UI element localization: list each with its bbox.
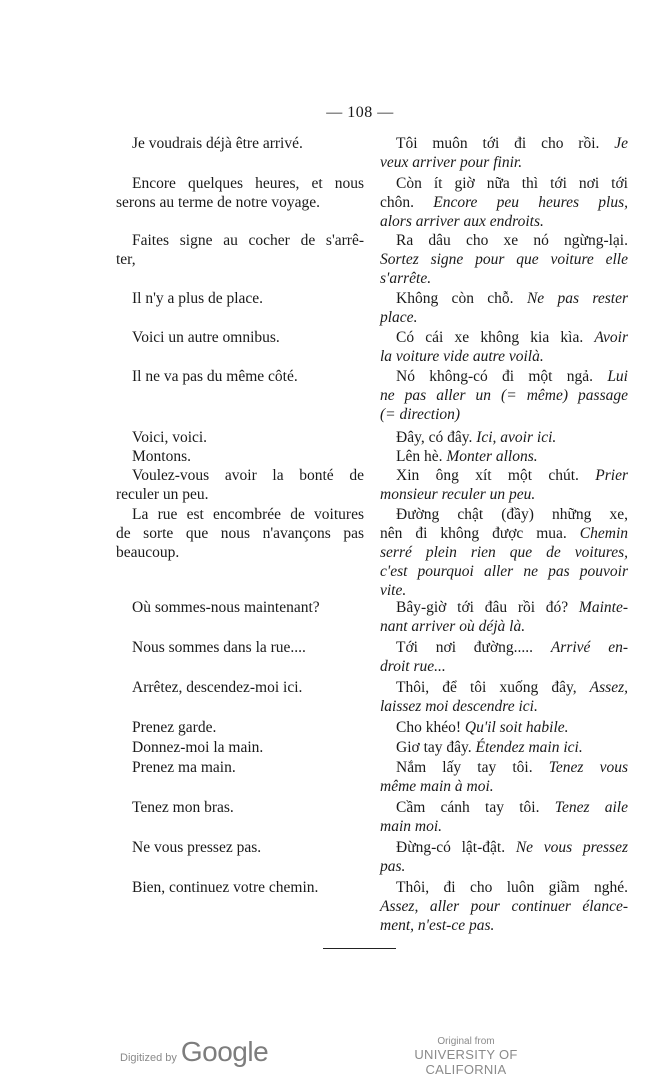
vietnamese-line — [380, 447, 628, 466]
vietnamese-line — [380, 738, 628, 757]
end-divider — [323, 948, 396, 949]
vietnamese-text: Không còn chỗ. — [396, 290, 527, 307]
vietnamese-line — [380, 897, 628, 916]
vietnamese-line — [380, 367, 628, 386]
vietnamese-text: Cầm cánh tay tôi. — [396, 799, 555, 816]
vietnamese-line — [380, 289, 628, 308]
vietnamese-line — [380, 562, 628, 581]
vietnamese-text: chôn. — [380, 194, 434, 211]
french-line: Nous sommes dans la rue.... — [132, 639, 306, 656]
vietnamese-translation — [380, 367, 628, 424]
vietnamese-line — [380, 174, 628, 193]
vietnamese-text: Xin ông xít một chút. — [396, 467, 596, 484]
french-line: Il ne va pas du même côté. — [132, 368, 298, 385]
vietnamese-text: Thôi, đi cho luôn giầm nghé. — [396, 879, 628, 896]
french-phrase — [116, 367, 364, 386]
vietnamese-line — [380, 386, 628, 405]
vietnamese-text: Ra dâu cho xe nó ngừng-lại. — [396, 232, 628, 249]
french-line: Ne vous pressez pas. — [132, 839, 262, 856]
french-phrase — [116, 638, 364, 657]
vietnamese-text: Thôi, để tôi xuống đây, — [396, 679, 590, 696]
french-line: Prenez ma main. — [132, 759, 236, 776]
vietnamese-translation — [380, 638, 628, 676]
literal-gloss: droit rue... — [380, 658, 446, 675]
vietnamese-text: Có cái xe không kia kìa. — [396, 329, 595, 346]
literal-gloss: place. — [380, 309, 418, 326]
french-line: Bien, continuez votre chemin. — [132, 879, 319, 896]
literal-gloss: Assez, — [589, 679, 628, 696]
vietnamese-line — [380, 758, 628, 777]
original-from-label: Original from — [437, 1036, 495, 1047]
french-line: serons au terme de notre voyage. — [116, 194, 321, 211]
vietnamese-translation — [380, 289, 628, 327]
vietnamese-line — [380, 916, 628, 935]
literal-gloss: Arrivé en- — [550, 639, 629, 656]
french-phrase — [116, 174, 364, 212]
literal-gloss: nant arriver où déjà là. — [380, 618, 526, 635]
vietnamese-line — [380, 466, 628, 485]
french-phrase — [116, 878, 364, 897]
literal-gloss: serré plein rien que de voitures, — [380, 544, 628, 561]
vietnamese-text: Đường chật (đầy) những xe, — [396, 506, 628, 523]
literal-gloss: Tenez aile — [554, 799, 628, 816]
literal-gloss: monsieur reculer un peu. — [380, 486, 536, 503]
literal-gloss: Ici, avoir ici. — [476, 429, 557, 446]
french-line: reculer un peu. — [116, 486, 209, 503]
vietnamese-line — [380, 838, 628, 857]
vietnamese-line — [380, 878, 628, 897]
french-phrase — [116, 505, 364, 562]
vietnamese-translation — [380, 428, 628, 447]
vietnamese-text: Giơ tay đây. — [396, 739, 476, 756]
vietnamese-line — [380, 817, 628, 836]
literal-gloss: s'arrête. — [380, 270, 432, 287]
french-line: Encore quelques heures, et nous — [132, 175, 364, 192]
vietnamese-line — [380, 308, 628, 327]
french-line: ter, — [116, 251, 136, 268]
french-line: de sorte que nous n'avançons pas — [116, 525, 364, 542]
french-phrase — [116, 328, 364, 347]
french-line: Tenez mon bras. — [132, 799, 234, 816]
french-line: Voici un autre omnibus. — [132, 329, 280, 346]
vietnamese-translation — [380, 134, 628, 172]
french-phrase — [116, 231, 364, 269]
vietnamese-line — [380, 657, 628, 676]
french-line: Voici, voici. — [132, 429, 208, 446]
vietnamese-line — [380, 598, 628, 617]
french-phrase — [116, 758, 364, 777]
literal-gloss: alors arriver aux endroits. — [380, 213, 544, 230]
french-line: Donnez-moi la main. — [132, 739, 264, 756]
literal-gloss: main moi. — [380, 818, 442, 835]
literal-gloss: Ne vous pressez — [515, 839, 628, 856]
vietnamese-line — [380, 638, 628, 657]
vietnamese-translation — [380, 447, 628, 466]
vietnamese-translation — [380, 174, 628, 231]
french-line: Faites signe au cocher de s'arrê- — [132, 232, 364, 249]
vietnamese-translation — [380, 758, 628, 796]
vietnamese-text: Đây, có đây. — [396, 429, 477, 446]
french-phrase — [116, 678, 364, 697]
vietnamese-line — [380, 718, 628, 737]
vietnamese-line — [380, 347, 628, 366]
french-phrase — [116, 466, 364, 504]
vietnamese-line — [380, 153, 628, 172]
vietnamese-text: Bây-giờ tới đâu rồi đó? — [396, 599, 579, 616]
literal-gloss: Chemin — [579, 525, 628, 542]
digitized-by-google — [120, 1036, 268, 1068]
vietnamese-translation — [380, 798, 628, 836]
french-phrase — [116, 738, 364, 757]
literal-gloss: veux arriver pour finir. — [380, 154, 523, 171]
original-from — [378, 1036, 554, 1077]
vietnamese-line — [380, 524, 628, 543]
french-phrase — [116, 598, 364, 617]
vietnamese-translation — [380, 328, 628, 366]
vietnamese-line — [380, 485, 628, 504]
vietnamese-text: Cho khéo! — [396, 719, 465, 736]
vietnamese-line — [380, 250, 628, 269]
french-line: La rue est encombrée de voitures — [132, 506, 364, 523]
french-line: Arrêtez, descendez-moi ici. — [132, 679, 303, 696]
vietnamese-text: Tôi muôn tới đi cho rồi. — [396, 135, 615, 152]
literal-gloss: Mainte- — [578, 599, 628, 616]
literal-gloss: (= direction) — [380, 406, 461, 423]
french-phrase — [116, 718, 364, 737]
vietnamese-translation — [380, 598, 628, 636]
vietnamese-line — [380, 134, 628, 153]
french-phrase — [116, 134, 364, 153]
vietnamese-translation — [380, 505, 628, 600]
literal-gloss: Qu'il soit habile. — [464, 719, 569, 736]
vietnamese-translation — [380, 838, 628, 876]
literal-gloss: Tenez vous — [548, 759, 628, 776]
literal-gloss: la voiture vide autre voilà. — [380, 348, 544, 365]
vietnamese-line — [380, 678, 628, 697]
literal-gloss: Prier — [595, 467, 628, 484]
digitized-by-label: Digitized by — [120, 1052, 177, 1064]
vietnamese-line — [380, 328, 628, 347]
vietnamese-line — [380, 193, 628, 212]
vietnamese-translation — [380, 738, 628, 757]
vietnamese-text: Nó không-có đi một ngả. — [396, 368, 608, 385]
vietnamese-line — [380, 543, 628, 562]
vietnamese-text: Tới nơi đường..... — [396, 639, 551, 656]
vietnamese-translation — [380, 678, 628, 716]
vietnamese-line — [380, 505, 628, 524]
vietnamese-translation — [380, 718, 628, 737]
literal-gloss: Avoir — [594, 329, 628, 346]
google-logo: Google — [180, 1036, 269, 1067]
french-line: Il n'y a plus de place. — [132, 290, 264, 307]
vietnamese-translation — [380, 878, 628, 935]
literal-gloss: pas. — [380, 858, 406, 875]
french-line: Où sommes-nous maintenant? — [132, 599, 320, 616]
french-phrase — [116, 838, 364, 857]
vietnamese-text: nên đi không được mua. — [380, 525, 580, 542]
literal-gloss: Ne pas rester — [526, 290, 629, 307]
vietnamese-translation — [380, 466, 628, 504]
literal-gloss: Encore peu heures plus, — [433, 194, 628, 211]
literal-gloss: Étendez main ici. — [475, 739, 583, 756]
literal-gloss: Lui — [607, 368, 628, 385]
literal-gloss: c'est pourquoi aller ne pas pouvoir — [380, 563, 628, 580]
vietnamese-translation — [380, 231, 628, 288]
vietnamese-line — [380, 231, 628, 250]
literal-gloss: laissez moi descendre ici. — [380, 698, 538, 715]
french-line: Je voudrais déjà être arrivé. — [132, 135, 303, 152]
vietnamese-line — [380, 428, 628, 447]
french-phrase — [116, 798, 364, 817]
vietnamese-line — [380, 212, 628, 231]
literal-gloss: ment, n'est-ce pas. — [380, 917, 495, 934]
french-phrase — [116, 447, 364, 466]
vietnamese-line — [380, 857, 628, 876]
vietnamese-line — [380, 777, 628, 796]
french-line: Montons. — [132, 448, 191, 465]
literal-gloss: Sortez signe pour que voiture elle — [380, 251, 628, 268]
french-line: Voulez-vous avoir la bonté de — [132, 467, 364, 484]
vietnamese-line — [380, 617, 628, 636]
vietnamese-line — [380, 405, 628, 424]
literal-gloss: Je — [614, 135, 628, 152]
literal-gloss: Assez, aller pour continuer élance- — [380, 898, 628, 915]
vietnamese-line — [380, 269, 628, 288]
vietnamese-line — [380, 798, 628, 817]
french-line: beaucoup. — [116, 544, 180, 561]
literal-gloss: Monter allons. — [446, 448, 538, 465]
french-phrase — [116, 428, 364, 447]
vietnamese-text: Lên hè. — [396, 448, 447, 465]
french-line: Prenez garde. — [132, 719, 217, 736]
page-number: — 108 — — [326, 104, 394, 121]
university-label: UNIVERSITY OF CALIFORNIA — [414, 1047, 518, 1077]
vietnamese-text: Đừng-có lật-đật. — [396, 839, 516, 856]
vietnamese-text: Còn ít giờ nữa thì tới nơi tới — [396, 175, 628, 192]
literal-gloss: même main à moi. — [380, 778, 494, 795]
literal-gloss: ne pas aller un (= même) passage — [380, 387, 628, 404]
vietnamese-line — [380, 697, 628, 716]
vietnamese-text: Nắm lấy tay tôi. — [396, 759, 549, 776]
french-phrase — [116, 289, 364, 308]
literal-gloss: vite. — [380, 582, 407, 599]
